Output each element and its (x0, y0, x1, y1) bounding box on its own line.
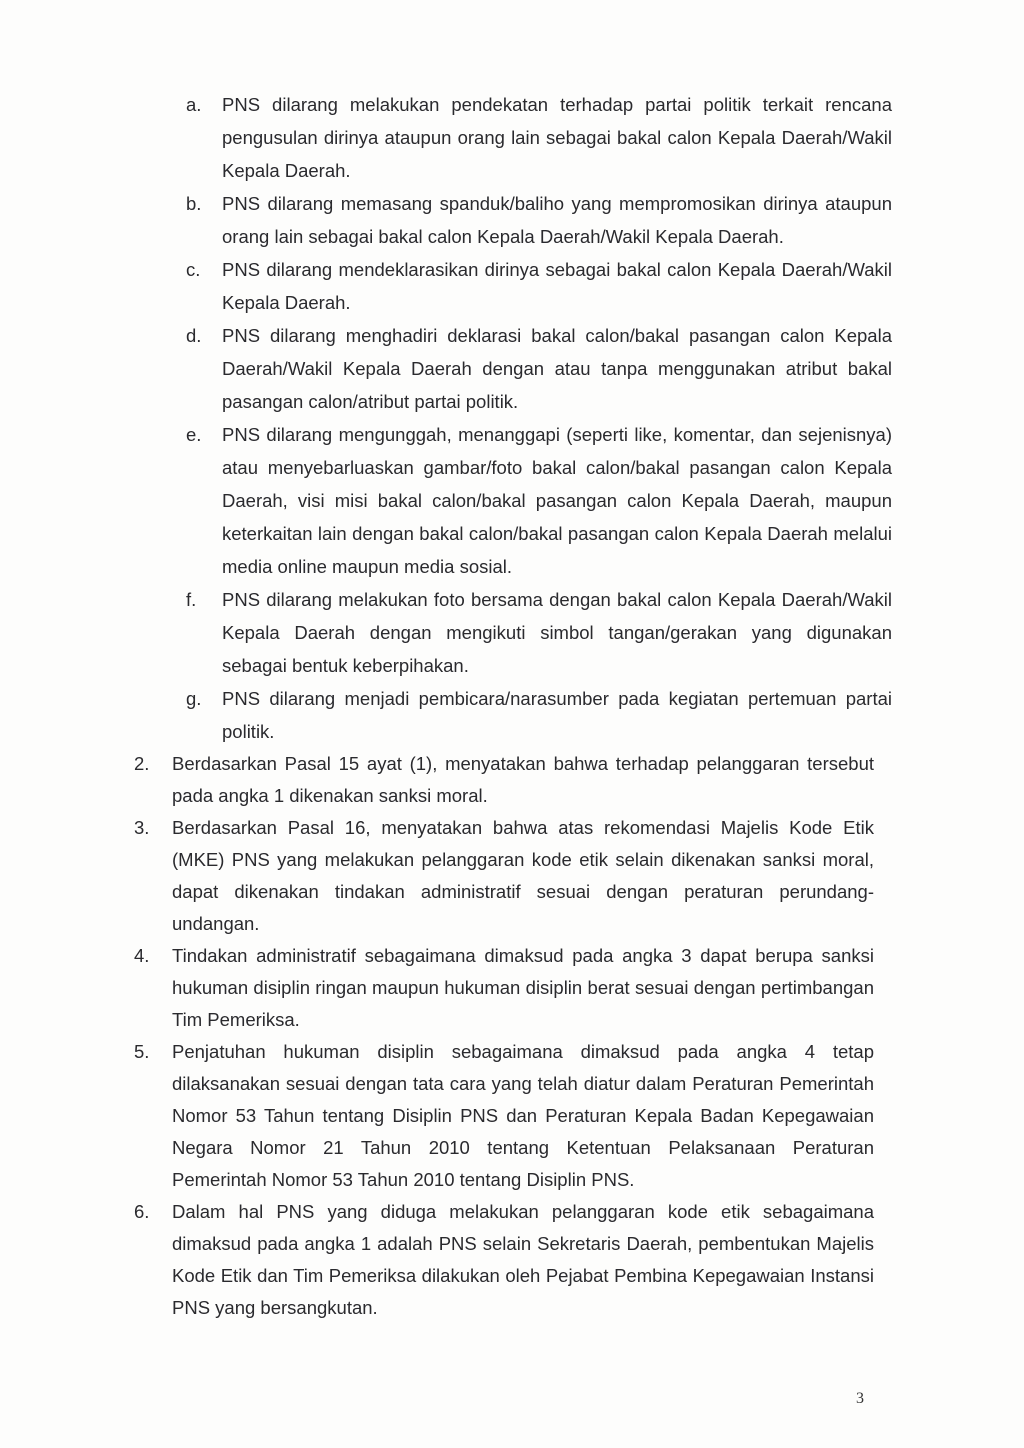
main-item-text: Berdasarkan Pasal 16, menyatakan bahwa atas rekomendasi Majelis Kode Etik (MKE) PNS yang melakukan pelanggaran kode etik selain dikenakan sanksi moral, dapat dikenakan tindakan administratif sesuai dengan peraturan perundang-undangan. (172, 817, 874, 934)
sub-list (186, 88, 892, 748)
sub-item-text: PNS dilarang memasang spanduk/baliho yang mempromosikan dirinya ataupun orang lain sebagai bakal calon Kepala Daerah/Wakil Kepala Daerah. (222, 193, 892, 247)
main-item-marker: 6. (134, 1201, 150, 1222)
main-item-marker: 2. (134, 753, 150, 774)
main-item-6 (134, 1196, 874, 1324)
sub-item-text: PNS dilarang mendeklarasikan dirinya sebagai bakal calon Kepala Daerah/Wakil Kepala Daerah. (222, 259, 892, 313)
main-item-5 (134, 1036, 874, 1196)
main-item-2 (134, 748, 874, 812)
sub-item-marker: a. (186, 94, 202, 115)
main-item-marker: 3. (134, 817, 150, 838)
main-item-text: Berdasarkan Pasal 15 ayat (1), menyatakan bahwa terhadap pelanggaran tersebut pada angka 1 dikenakan sanksi moral. (172, 753, 874, 806)
main-item-marker: 4. (134, 945, 150, 966)
sub-item-text: PNS dilarang mengunggah, menanggapi (seperti like, komentar, dan sejenisnya) atau menyebarluaskan gambar/foto bakal calon/bakal pasangan calon Kepala Daerah, visi misi bakal calon/bakal pasangan calon Kepala Daerah, maupun keterkaitan lain dengan bakal calon/bakal pasangan calon Kepala Daerah melalui media online maupun media sosial. (222, 424, 892, 577)
sub-item-a (186, 88, 892, 187)
page-number: 3 (856, 1390, 864, 1407)
main-item-4 (134, 940, 874, 1036)
sub-item-b (186, 187, 892, 253)
sub-item-c (186, 253, 892, 319)
sub-item-marker: d. (186, 325, 202, 346)
sub-item-text: PNS dilarang melakukan pendekatan terhadap partai politik terkait rencana pengusulan dirinya ataupun orang lain sebagai bakal calon Kepala Daerah/Wakil Kepala Daerah. (222, 94, 892, 181)
sub-item-marker: g. (186, 688, 202, 709)
main-item-text: Tindakan administratif sebagaimana dimaksud pada angka 3 dapat berupa sanksi hukuman disiplin ringan maupun hukuman disiplin berat sesuai dengan pertimbangan Tim Pemeriksa. (172, 945, 874, 1030)
sub-item-marker: c. (186, 259, 201, 280)
sub-item-d (186, 319, 892, 418)
sub-item-marker: b. (186, 193, 202, 214)
sub-item-text: PNS dilarang menjadi pembicara/narasumber pada kegiatan pertemuan partai politik. (222, 688, 892, 742)
main-item-text: Penjatuhan hukuman disiplin sebagaimana dimaksud pada angka 4 tetap dilaksanakan sesuai dengan tata cara yang telah diatur dalam Peraturan Pemerintah Nomor 53 Tahun tentang Disiplin PNS dan Peraturan Kepala Badan Kepegawaian Negara Nomor 21 Tahun 2010 tentang Ketentuan Pelaksanaan Peraturan Pemerintah Nomor 53 Tahun 2010 tentang Disiplin PNS. (172, 1041, 874, 1190)
sub-item-f (186, 583, 892, 682)
main-item-text: Dalam hal PNS yang diduga melakukan pelanggaran kode etik sebagaimana dimaksud pada angka 1 adalah PNS selain Sekretaris Daerah, pembentukan Majelis Kode Etik dan Tim Pemeriksa dilakukan oleh Pejabat Pembina Kepegawaian Instansi PNS yang bersangkutan. (172, 1201, 874, 1318)
sub-item-marker: f. (186, 589, 197, 610)
main-item-marker: 5. (134, 1041, 150, 1062)
main-list (134, 748, 874, 1324)
sub-item-g (186, 682, 892, 748)
main-item-3 (134, 812, 874, 940)
sub-item-e (186, 418, 892, 583)
sub-item-marker: e. (186, 424, 202, 445)
sub-item-text: PNS dilarang menghadiri deklarasi bakal calon/bakal pasangan calon Kepala Daerah/Wakil Kepala Daerah dengan atau tanpa menggunakan atribut bakal pasangan calon/atribut partai politik. (222, 325, 892, 412)
sub-item-text: PNS dilarang melakukan foto bersama dengan bakal calon Kepala Daerah/Wakil Kepala Daerah dengan mengikuti simbol tangan/gerakan yang digunakan sebagai bentuk keberpihakan. (222, 589, 892, 676)
